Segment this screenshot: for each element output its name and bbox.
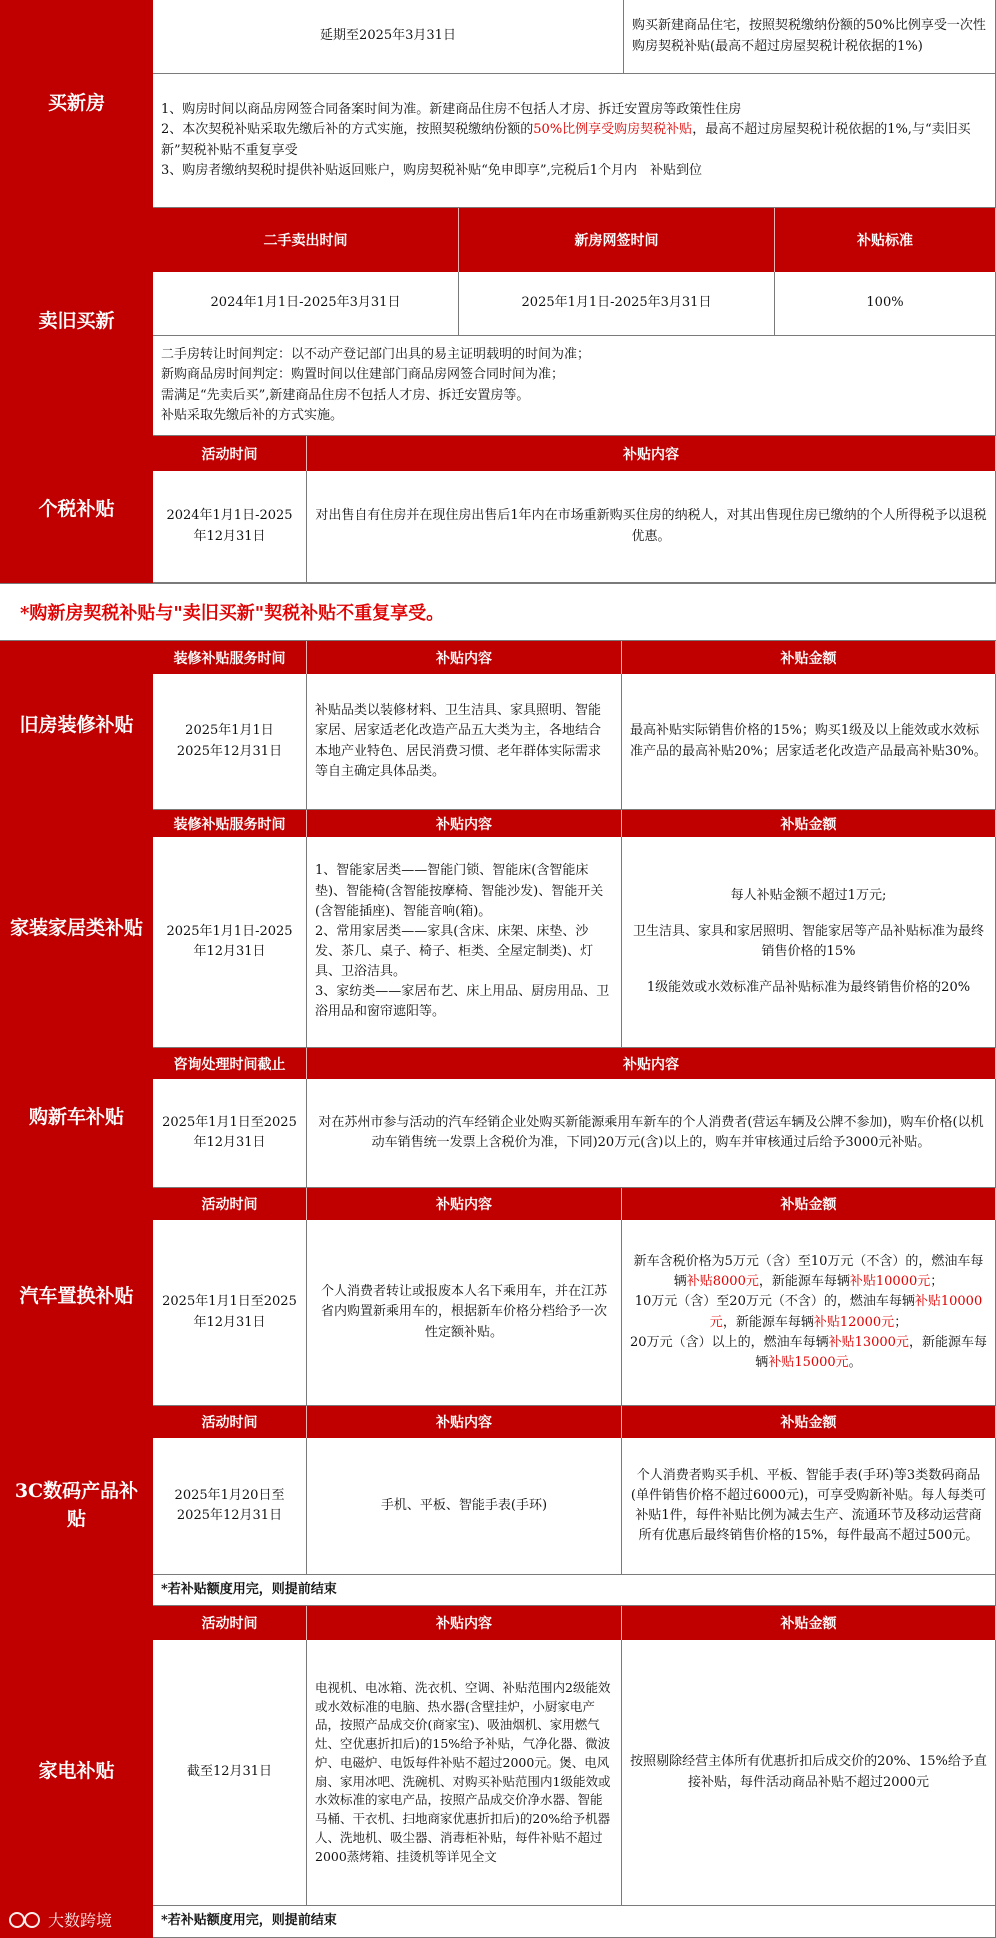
footnote: *若补贴额度用完，则提前结束 (153, 1906, 996, 1938)
header-service-time: 装修补贴服务时间 (153, 641, 307, 674)
header-service-time: 装修补贴服务时间 (153, 810, 307, 837)
note-line-2: 新购商品房时间判定：购置时间以住建部门商品房网签合同时间为准； (161, 367, 565, 383)
notes-cell (153, 74, 996, 208)
amount-line-3: 1级能效或水效标准产品补贴标准为最终销售价格的20% (646, 980, 971, 996)
standard-cell: 100% (775, 272, 996, 336)
section-label: 3C数码产品补贴 (0, 1406, 153, 1606)
period-cell: 延期至2025年3月31日 (153, 0, 624, 74)
section-renovation (0, 641, 996, 810)
amount-cell (622, 1220, 996, 1406)
note-line-2: 2、本次契税补贴采取先缴后补的方式实施，按照契税缴纳份额的50%比例享受购房契税补贴，最高不超过房屋契税计税依据的1%,与“卖旧买新”契税补贴不重复享受 (161, 122, 971, 158)
no-double-subsidy-note: *购新房契税补贴与"卖旧买新"契税补贴不重复享受。 (0, 583, 996, 641)
amount-cell: 个人消费者购买手机、平板、智能手表(手环)等3类数码商品(单件销售价格不超过6000元)，可享受购新补贴。每人每类可补贴1件，每件补贴比例为减去生产、流通环节及移动运营商所有优惠后最终销售价格的15%，每件最高不超过500元。 (622, 1438, 996, 1575)
header-amount: 补贴金额 (622, 1188, 996, 1220)
footnote: *若补贴额度用完，则提前结束 (153, 1575, 996, 1606)
tier-1: 新车含税价格为5万元（含）至10万元（不含）的，燃油车每辆补贴8000元，新能源车每辆补贴10000元； (633, 1254, 984, 1290)
header-sell-time: 二手卖出时间 (153, 208, 459, 272)
content-cell: 个人消费者转让或报废本人名下乘用车，并在江苏省内购置新乘用车的，根据新车价格分档给予一次性定额补贴。 (307, 1220, 622, 1406)
section-new-car (0, 1048, 996, 1188)
notes-cell (153, 336, 996, 436)
tier-2: 10万元（含）至20万元（不含）的，燃油车每辆补贴10000元，新能源车每辆补贴12000元； (634, 1294, 983, 1330)
header-deadline: 咨询处理时间截止 (153, 1048, 307, 1079)
watermark (8, 1908, 112, 1931)
note-line-1: 1、购房时间以商品房网签合同备案时间为准。新建商品住房不包括人才房、拆迁安置房等政策性住房 (161, 102, 742, 118)
content-cell: 手机、平板、智能手表(手环) (307, 1438, 622, 1575)
header-amount: 补贴金额 (622, 810, 996, 837)
time-cell: 2025年1月1日 2025年12月31日 (153, 674, 307, 810)
content-item-3: 3、家纺类——家居布艺、床上用品、厨房用品、卫浴用品和窗帘遮阳等。 (315, 984, 610, 1020)
header-content: 补贴内容 (307, 436, 996, 471)
content-item-2: 2、常用家居类——家具(含床、床架、床垫、沙发、茶几、桌子、椅子、柜类、全屋定制类)、灯具、卫浴洁具。 (315, 923, 594, 980)
header-amount: 补贴金额 (622, 1406, 996, 1438)
section-label: 个税补贴 (0, 436, 153, 583)
section-label: 卖旧买新 (0, 208, 153, 436)
time-cell: 截至12月31日 (153, 1640, 307, 1906)
section-car-trade-in (0, 1188, 996, 1406)
header-content: 补贴内容 (307, 1188, 622, 1220)
section-label: 买新房 (0, 0, 153, 208)
time-cell: 2025年1月1日至2025年12月31日 (153, 1220, 307, 1406)
time-cell: 2025年1月20日至2025年12月31日 (153, 1438, 307, 1575)
note-line-3: 3、购房者缴纳契税时提供补贴返回账户，购房契税补贴“免申即享”,完税后1个月内 补贴到位 (161, 162, 702, 178)
header-content: 补贴内容 (307, 1606, 622, 1640)
header-sign-time: 新房网签时间 (459, 208, 775, 272)
amount-cell (622, 837, 996, 1048)
header-activity-time: 活动时间 (153, 1406, 307, 1438)
amount-cell: 按照剔除经营主体所有优惠折扣后成交价的20%、15%给予直接补贴，每件活动商品补贴不超过2000元 (622, 1640, 996, 1906)
note-line-1: 二手房转让时间判定：以不动产登记部门出具的易主证明载明的时间为准； (161, 347, 591, 363)
sign-time-cell: 2025年1月1日-2025年3月31日 (459, 272, 775, 336)
amount-line-2: 卫生洁具、家具和家居照明、智能家居等产品补贴标准为最终销售价格的15% (632, 923, 984, 959)
tier-3: 20万元（含）以上的，燃油车每辆补贴13000元，新能源车每辆补贴15000元。 (630, 1334, 987, 1370)
header-content: 补贴内容 (307, 1048, 996, 1079)
time-cell: 2024年1月1日-2025年12月31日 (153, 471, 307, 583)
standard-cell: 购买新建商品住宅，按照契税缴纳份额的50%比例享受一次性购房契税补贴(最高不超过房屋契税计税依据的1%) (624, 0, 996, 74)
section-3c-digital (0, 1406, 996, 1606)
header-activity-time: 活动时间 (153, 436, 307, 471)
content-cell: 对出售自有住房并在现住房出售后1年内在市场重新购买住房的纳税人，对其出售现住房已缴纳的个人所得税予以退税优惠。 (307, 471, 996, 583)
section-label: 旧房装修补贴 (0, 641, 153, 810)
section-sell-old-buy-new (0, 208, 996, 436)
sell-time-cell: 2024年1月1日-2025年3月31日 (153, 272, 459, 336)
header-standard: 补贴标准 (775, 208, 996, 272)
section-buy-new-house (0, 0, 996, 208)
time-cell: 2025年1月1日-2025年12月31日 (153, 837, 307, 1048)
section-home-furnishing (0, 810, 996, 1048)
header-activity-time: 活动时间 (153, 1606, 307, 1640)
header-amount: 补贴金额 (622, 641, 996, 674)
amount-line-1: 每人补贴金额不超过1万元; (730, 887, 887, 903)
section-label: 购新车补贴 (0, 1048, 153, 1188)
logo-icon (8, 1910, 42, 1930)
content-cell: 对在苏州市参与活动的汽车经销企业处购买新能源乘用车新车的个人消费者(营运车辆及公牌不参加)，购车价格(以机动车销售统一发票上含税价为准，下同)20万元(含)以上的，购车并审核通过后给予3000元补贴。 (307, 1079, 996, 1188)
header-content: 补贴内容 (307, 810, 622, 837)
watermark-text: 大数跨境 (48, 1911, 113, 1930)
header-activity-time: 活动时间 (153, 1188, 307, 1220)
section-label: 汽车置换补贴 (0, 1188, 153, 1406)
content-item-1: 1、智能家居类——智能门锁、智能床(含智能床垫)、智能椅(含智能按摩椅、智能沙发)、智能开关(含智能插座)、智能音响(箱)。 (315, 863, 604, 919)
header-content: 补贴内容 (307, 1406, 622, 1438)
note-line-4: 补贴采取先缴后补的方式实施。 (161, 407, 344, 423)
section-income-tax (0, 436, 996, 583)
header-content: 补贴内容 (307, 641, 622, 674)
section-label: 家装家居类补贴 (0, 810, 153, 1048)
amount-cell: 最高补贴实际销售价格的15%；购买1级及以上能效或水效标准产品的最高补贴20%；居家适老化改造产品最高补贴30%。 (622, 674, 996, 810)
time-cell: 2025年1月1日至2025年12月31日 (153, 1079, 307, 1188)
content-cell (307, 837, 622, 1048)
section-appliances (0, 1606, 996, 1938)
header-amount: 补贴金额 (622, 1606, 996, 1640)
content-cell: 补贴品类以装修材料、卫生洁具、家具照明、智能家居、居家适老化改造产品五大类为主，各地结合本地产业特色、居民消费习惯、老年群体实际需求等自主确定具体品类。 (307, 674, 622, 810)
note-line-3: 需满足“先卖后买”,新建商品住房不包括人才房、拆迁安置房等。 (161, 387, 530, 403)
content-cell: 电视机、电冰箱、洗衣机、空调、补贴范围内2级能效或水效标准的电脑、热水器(含壁挂炉，小厨家电产品，按照产品成交价(商家宝)、吸油烟机、家用燃气灶、空优惠折扣后)的15%给予补贴，气净化器、微波炉、电磁炉、电饭每件补贴不超过2000元。煲、电风扇、家用冰吧、洗碗机、对购买补贴范围内1级能效或水效标准的家电产品，按照产品成交价净水器、智能马桶、干衣机、扫地商家优惠折扣后)的20%给予机器人、洗地机、吸尘器、消毒柜补贴，每件补贴不超过2000蒸烤箱、挂烫机等详见全文 (307, 1640, 622, 1906)
section-label: 家电补贴 (0, 1606, 153, 1938)
